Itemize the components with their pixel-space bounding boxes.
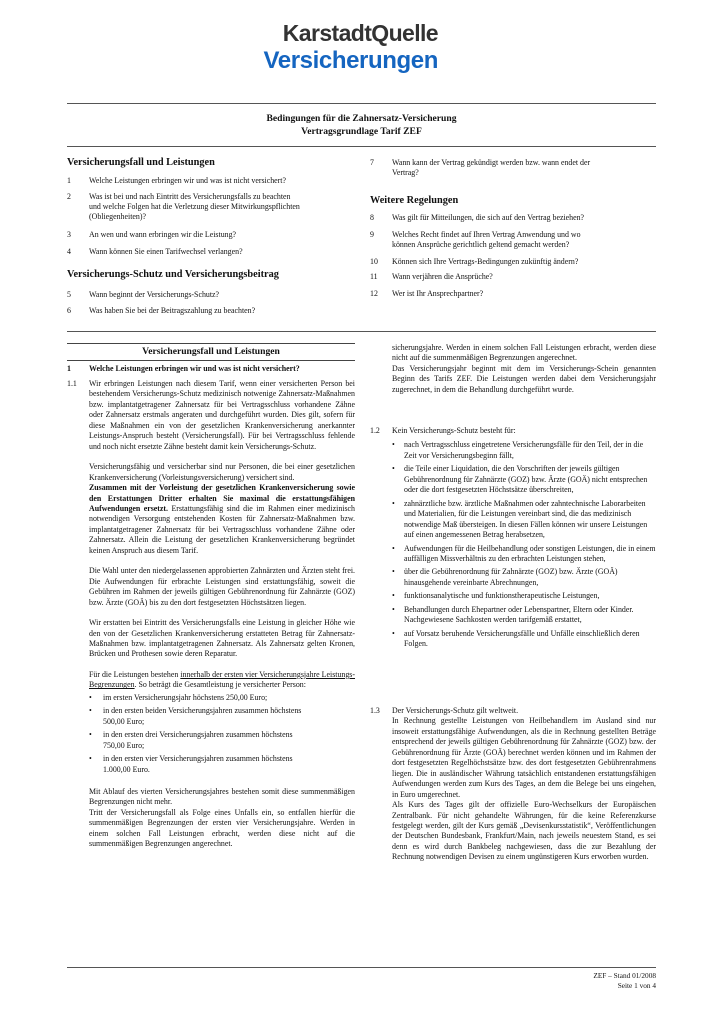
toc-item-1: 1 Welche Leistungen erbringen wir und was ist nicht versichert? — [67, 176, 287, 185]
p11-text-a: Wir erbringen Leistungen nach diesem Tarif, wenn einer versicherten Person bei bestehendem Versicherungs-Schutz medizinisch notwenige Zahnersatz-Maßnahmen bzw. implantatgetragener Zahnersatz für bei Vertragsschluss vorhandene Zähne oder Zahnersatz erstmals angeraten und durchgeführt wurden. Dies gilt, sofern für diese Maßnahmen ein von der gesetzlichen Krankenversicherung anerkannter Leistungs-Anspruch besteht (Versicherungsfall). Für bei Vertragsschluss fehlende und noch nicht ersetzte Zähne besteht damit kein Versicherungs-Schutz. — [89, 379, 355, 451]
p11-text-f: Für die Leistungen bestehen innerhalb der ersten vier Versicherungsjahre Leistungs-Begrenzungen. So beträgt die Gesamtleistung je versicherter Person: — [89, 669, 355, 690]
bullet-icon: • — [392, 591, 395, 601]
list-item: • in den ersten beiden Versicherungsjahren zusammen höchstens 500,00 Euro; — [89, 706, 302, 726]
p11-text-h: Tritt der Versicherungsfall als Folge eines Unfalls ein, so entfallen hierfür die summenmäßigen Begrenzungen der ersten vier Versicherungsjahre. Werden in einem solchen Fall Leistungen erbracht, werden diese nicht auf die summenmäßigen Begrenzungen angerechnet. — [89, 807, 355, 849]
list-item: • im ersten Versicherungsjahr höchstens 250,00 Euro; — [89, 692, 268, 702]
bullet-icon: • — [392, 567, 395, 577]
p11-text-c: Zusammen mit der Vorleistung der gesetzlichen Krankenversicherung sowie den Erstattungen Dritter erhalten Sie maximal die erstattungsfähigen Aufwendungen ersetzt. Erstattungsfähig sind die im Rahmen einer medizinisch notwendigen Versorgung entstehenden Kosten für Zahnersatz-Maßnahmen bzw. implantatgetragener Zahnersatz für bei Vertragsschluss vorhandene Zähne oder Zahnersatz. Allein die Leistung der gesetzlichen Krankenversicherung begründet keinen Anspruch aus diesem Tarif. — [89, 483, 355, 555]
p13-text-a: In Rechnung gestellte Leistungen von Heilbehandlern im Ausland sind nur insoweit erstattungsfähige Aufwendungen, als die in Rechnung gestellten Beträge entsprechend der jeweils gültigen Gebührenordnung für Zahnärzte (GOZ) bzw. der Gebührenordnung für Ärzte (GOÄ) berechnet werden können und im Rahmen der dort festgesetzten Regelhöchstsätze bzw. des dort festgesetzten Gebührenrahmens liegen. Die in ausländischer Währung tatsächlich entstandenen erstattungsfähigen Aufwendungen werden zum Kurs des Tages, an dem die Belege bei uns eingehen, in Euro umgerechnet. — [392, 716, 656, 799]
toc-item-4: 4 Wann können Sie einen Tarifwechsel verlangen? — [67, 247, 243, 256]
bullet-icon: • — [392, 628, 395, 638]
paragraph-1-1: 1.1 Wir erbringen Leistungen nach diesem Tarif, wenn einer versicherten Person bei bestehendem Versicherungs-Schutz medizinisch notwenige Zahnersatz-Maßnahmen bzw. implantatgetragener Zahnersatz für bei Vertragsschluss vorhandene Zähne oder Zahnersatz erstmals angeraten und durchgeführt wurden. Dies gilt, sofern für diese Maßnahmen ein von der gesetzlichen Krankenversicherung anerkannter Leistungs-Anspruch besteht (Versicherungsfall). Für bei Vertragsschluss fehlende und noch nicht ersetzte Zähne besteht damit kein Versicherungs-Schutz. Versicherungsfähig und versicherbar sind nur Personen, die bei einer gesetzlichen Krankenversicherung (Vorleistungsversicherung) versichert sind. Zusammen mit der Vorleistung der gesetzlichen Krankenversicherung sowie den Erstattungen Dritter erhalten Sie maximal die erstattungsfähigen Aufwendungen ersetzt. Erstattungsfähig sind die im Rahmen einer medizinisch notwendigen Versorgung entstehenden Kosten für Zahnersatz-Maßnahmen bzw. implantatgetragener Zahnersatz für bei Vertragsschluss vorhandene Zähne oder Zahnersatz. Allein die Leistung der gesetzlichen Krankenversicherung begründet keinen Anspruch aus diesem Tarif. Die Wahl unter den niedergelassenen approbierten Zahnärzten und Ärzten steht frei. Die Aufwendungen für erbrachte Leistungen sind erstattungsfähig, soweit die Gebühren im Rahmen der jeweils gültigen Gebührenordnung für Zahnärzte (GOZ) bzw. Ärzte (GOÄ) bis zu den dort festgesetzten Höchstsätzen liegen. Wir erstatten bei Eintritt des Versicherungsfalls eine Leistung in gleicher Höhe wie den von der Gesetzlichen Krankenversicherung erstatteten Betrag für Zahnersatz-Maßnahmen bzw. implantatgetragenen Zahnersatz. Als Zahnersatz gelten Kronen, Brücken und Prothesen sowie deren Reparatur. Für die Leistungen bestehen innerhalb der ersten vier Versicherungsjahre Leistungs-Begrenzungen. So beträgt die Gesamtleistung je versicherter Person: • im ersten Versicherungsjahr höchstens 250,00 Euro; • in den ersten beiden Versicherungsjahren zusammen höchstens 500,00 Euro; • in den ersten drei Versicherungsjahren zusammen höchstens 750,00 Euro; • in den ersten vier Versicherungsjahren zusammen höchstens 1.000,00 Euro. Mit Ablauf des vierten Versicherungsjahres bestehen somit diese summenmäßigen Begrenzungen nicht mehr. Tritt der Versicherungsfall als Folge eines Unfalls ein, so entfallen hierfür die summenmäßigen Begrenzungen der ersten vier Versicherungsjahre. Werden in einem solchen Fall Leistungen erbracht, werden diese nicht auf die summenmäßigen Begrenzungen angerechnet. — [67, 379, 355, 849]
toc-item-3: 3 An wen und wann erbringen wir die Leistung? — [67, 230, 237, 239]
document-title — [67, 113, 656, 138]
list-item: • auf Vorsatz beruhende Versicherungsfälle und Unfälle einschließlich deren Folgen. — [392, 628, 640, 649]
brand-logo-versicherungen: Versicherungen — [263, 47, 438, 74]
list-item: • Behandlungen durch Ehepartner oder Lebenspartner, Eltern oder Kinder. Nachgewiesene Sachkosten werden tarifgemäß erstattet, — [392, 604, 634, 625]
list-item: • Aufwendungen für die Heilbehandlung oder sonstigen Leistungen, die in einem auffälligen Missverhältnis zu den erbrachten Leistungen stehen, — [392, 543, 656, 563]
document-title-line2: Vertragsgrundlage Tarif ZEF — [301, 125, 422, 137]
toc-heading-leistungen: Versicherungsfall und Leistungen — [67, 157, 215, 168]
toc-item-8: 8 Was gilt für Mitteilungen, die sich auf den Vertrag beziehen? — [370, 213, 585, 222]
list-item: • nach Vertragsschluss eingetretene Versicherungsfälle für den Teil, der in die Zeit vor Versicherungsbeginn fällt, — [392, 440, 644, 460]
list-item: • in den ersten drei Versicherungsjahren zusammen höchstens 750,00 Euro; — [89, 730, 293, 750]
p13-text-b: Als Kurs des Tages gilt der offizielle Euro-Wechselkurs der Europäischen Zentralbank. Für nicht gehandelte Währungen, für die keine Referenzkurse festgelegt werden, gilt der Kurs gemäß „Devisenkursstatistik“, Veröffentlichungen der Deutschen Bundesbank, Frankfurt/Main, nach jeweils neuestem Stand, es sei denn es wird durch Bankbeleg nachgewiesen, dass die zur Bezahlung der Rechnung notwendigen Devisen zu einem ungünstigeren Kurs erworben wurden. — [392, 800, 656, 862]
right-column — [392, 343, 656, 395]
list-item: • zahnärztliche bzw. ärztliche Maßnahmen oder zahntechnische Laborarbeiten und Materialien, für die Leistungen vereinbart sind, die das medizinisch notwendige Maß übersteigen. In diesen Fällen können wir unsere Leistungen auf einen angemessenen Betrag herabsetzen, — [392, 498, 648, 540]
brand-logo-karstadtquelle: KarstadtQuelle — [282, 20, 438, 46]
toc-item-7: 7 Wann kann der Vertrag gekündigt werden bzw. wann endet der Vertrag? — [370, 158, 591, 177]
paragraph-1-3: 1.3 Der Versicherungs-Schutz gilt weltweit. In Rechnung gestellte Leistungen von Heilbehandlern im Ausland sind nur insoweit erstattungsfähige Aufwendungen, als die in Rechnung gestellten Beträge entsprechend der jeweils gültigen Gebührenordnung für Zahnärzte (GOZ) bzw. der Gebührenordnung für Ärzte (GOÄ) berechnet werden können und im Rahmen der dort festgesetzten Regelhöchstsätze bzw. des dort festgesetzten Gebührenrahmens liegen. Die in ausländischer Währung tatsächlich entstandenen erstattungsfähigen Aufwendungen werden zum Kurs des Tages, an dem die Belege bei uns eingehen, in Euro umgerechnet. Als Kurs des Tages gilt der offizielle Euro-Wechselkurs der Europäischen Zentralbank. Für nicht gehandelte Währungen, für die keine Referenzkurse festgelegt werden, gilt der Kurs gemäß „Devisenkursstatistik“, Veröffentlichungen der Deutschen Bundesbank, Frankfurt/Main, nach jeweils neuestem Stand, es sei denn es wird durch Bankbeleg nachgewiesen, dass die zur Bezahlung der Rechnung notwendigen Devisen zu einem ungünstigeren Kurs erworben wurden. — [370, 706, 656, 862]
footer-version: ZEF – Stand 01/2008 — [593, 971, 656, 980]
exclusions-list — [392, 440, 656, 649]
bullet-icon: • — [89, 692, 92, 702]
header-divider — [67, 103, 656, 104]
document-title-line1: Bedingungen für die Zahnersatz-Versicherung — [266, 113, 457, 124]
p11-text-h-continued: sicherungsjahre. Werden in einem solchen Fall Leistungen erbracht, werden diese nicht auf die summenmäßigen Begrenzungen angerechnet. — [392, 343, 656, 363]
bullet-icon: • — [89, 754, 92, 764]
bullet-icon: • — [89, 706, 92, 716]
toc-item-12: 12 Wer ist Ihr Ansprechpartner? — [370, 289, 484, 298]
p11-text-d: Die Wahl unter den niedergelassenen approbierten Zahnärzten und Ärzten steht frei. Die Aufwendungen für erbrachte Leistungen sind erstattungsfähig, soweit die Gebühren im Rahmen der jeweils gültigen Gebührenordnung für Zahnärzte (GOZ) bzw. Ärzte (GOÄ) bis zu den dort festgesetzten Höchstsätzen liegen. — [89, 566, 355, 607]
toc-heading-weitere: Weitere Regelungen — [370, 195, 459, 206]
toc-heading-schutz: Versicherungs-Schutz und Versicherungsbeitrag — [67, 269, 279, 280]
list-item: • in den ersten vier Versicherungsjahren zusammen höchstens 1.000,00 Euro. — [89, 754, 293, 774]
p13-title: Der Versicherungs-Schutz gilt weltweit. — [392, 706, 519, 715]
bullet-icon: • — [392, 498, 395, 508]
toc-item-6: 6 Was haben Sie bei der Beitragszahlung zu beachten? — [67, 306, 256, 315]
toc-item-5: 5 Wann beginnt der Versicherungs-Schutz? — [67, 290, 220, 299]
p11-text-g: Mit Ablauf des vierten Versicherungsjahres bestehen somit diese summenmäßigen Begrenzungen nicht mehr. — [89, 786, 355, 807]
bullet-icon: • — [392, 604, 395, 614]
footer-divider — [67, 967, 656, 968]
p11-text-i: Das Versicherungsjahr beginnt mit dem im Versicherungs-Schein genannten Beginn des Tarifs ZEF. Die Leistungen werden dabei dem Versicherungsjahr zugerechnet, in dem die Behandlung durchgeführt wurde. — [392, 363, 656, 394]
toc-item-2: 2 Was ist bei und nach Eintritt des Versicherungsfalls zu beachten und welche Folgen hat die Verletzung dieser Mitwirkungspflichten (Obliegenheiten)? — [67, 192, 300, 221]
p11-text-e: Wir erstatten bei Eintritt des Versicherungsfalls eine Leistung in gleicher Höhe wie den von der Gesetzlichen Krankenversicherung erstatteten Betrag für Zahnersatz-Maßnahmen bzw. implantatgetragenen Zahnersatz. Als Zahnersatz gelten Kronen, Brücken und Prothesen sowie deren Reparatur. — [89, 618, 355, 659]
toc-item-9: 9 Welches Recht findet auf Ihren Vertrag Anwendung und wo können Ansprüche gerichtlich geltend gemacht werden? — [370, 230, 581, 249]
footer — [593, 971, 656, 990]
list-item: • funktionsanalytische und funktionstherapeutische Leistungen, — [392, 591, 600, 601]
list-item: • die Teile einer Liquidation, die den Vorschriften der jeweils gültigen Gebührenordnung für Zahnärzte (GOZ) bzw. Ärzte (GOÄ) nicht entsprechen oder die dort festgesetzten Höchstsätze überschreiten, — [392, 464, 648, 495]
section-heading: Versicherungsfall und Leistungen — [67, 343, 355, 361]
title-divider — [67, 146, 656, 147]
p12-intro: Kein Versicherungs-Schutz besteht für: — [392, 426, 516, 435]
toc-item-11: 11 Wann verjähren die Ansprüche? — [370, 272, 493, 281]
p11-text-b: Versicherungsfähig und versicherbar sind nur Personen, die bei einer gesetzlichen Krankenversicherung (Vorleistungsversicherung) versichert sind. — [89, 462, 355, 482]
list-item: • über die Gebührenordnung für Zahnärzte (GOZ) bzw. Ärzte (GOÄ) hinausgehende vereinbarte Abrechnungen, — [392, 567, 618, 587]
toc-item-10: 10 Können sich Ihre Vertrags-Bedingungen zukünftig ändern? — [370, 257, 579, 266]
bullet-icon: • — [392, 464, 395, 474]
footer-page-number: Seite 1 von 4 — [617, 980, 656, 990]
toc-divider — [67, 331, 656, 332]
limits-list — [89, 693, 355, 775]
bullet-icon: • — [392, 543, 395, 553]
bullet-icon: • — [392, 440, 395, 450]
bullet-icon: • — [89, 730, 92, 740]
paragraph-1-2: 1.2 Kein Versicherungs-Schutz besteht für: • nach Vertragsschluss eingetretene Versicherungsfälle für den Teil, der in die Zeit vor Versicherungsbeginn fällt, • die Teile einer Liquidation, die den Vorschriften der jeweils gültigen Gebührenordnung für Zahnärzte (GOZ) bzw. Ärzte (GOÄ) nicht entsprechen oder die dort festgesetzten Höchstsätze überschreiten, • zahnärztliche bzw. ärztliche Maßnahmen oder zahntechnische Laborarbeiten und Materialien, für die Leistungen vereinbart sind, die das medizinisch notwendige Maß übersteigen. In diesen Fällen können wir unsere Leistungen auf einen angemessenen Betrag herabsetzen, • Aufwendungen für die Heilbehandlung oder sonstigen Leistungen, die in einem auffälligen Missverhältnis zu den erbrachten Leistungen stehen, • über die Gebührenordnung für Zahnärzte (GOZ) bzw. Ärzte (GOÄ) hinausgehende vereinbarte Abrechnungen, • funktionsanalytische und funktionstherapeutische Leistungen, • Behandlungen durch Ehepartner oder Lebenspartner, Eltern oder Kinder. Nachgewiesene Sachkosten werden tarifgemäß erstattet, • auf Vorsatz beruhende Versicherungsfälle und Unfälle einschließlich deren Folgen. — [370, 426, 656, 649]
